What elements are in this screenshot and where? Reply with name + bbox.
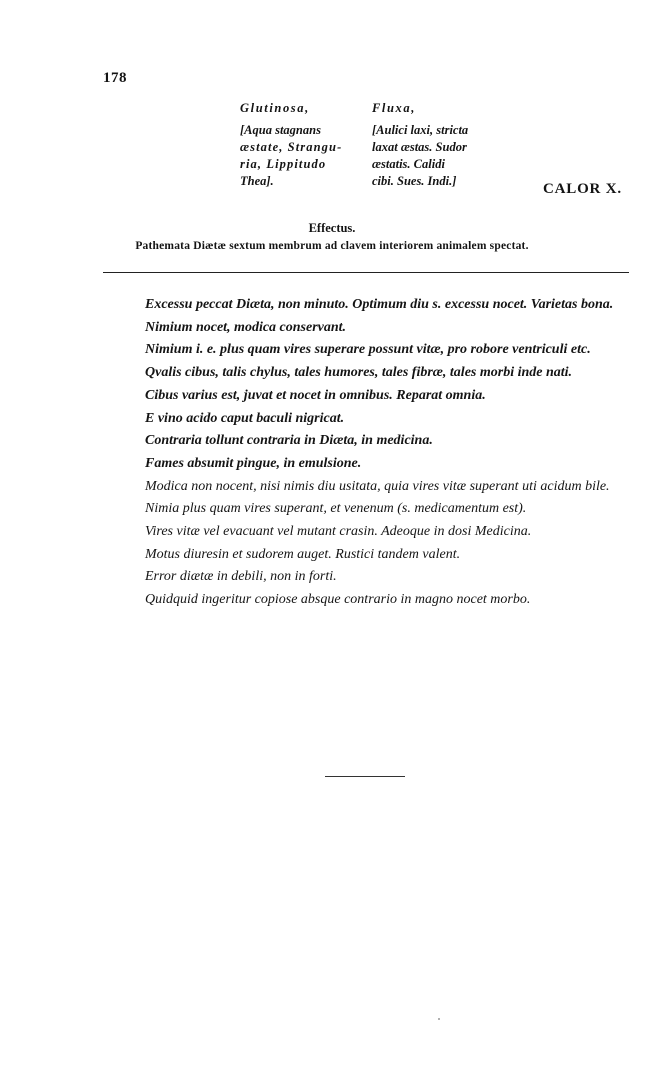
column-line: laxat æstas. Sudor: [372, 140, 467, 154]
maxim: Qvalis cibus, talis chylus, tales humores, tales fibræ, tales morbi inde nati.: [145, 365, 573, 381]
maxim: Nimium nocet, modica conservant.: [145, 319, 347, 335]
maxim: Vires vitæ vel evacuant vel mutant crasin. Adeoque in dosi Medicina.: [145, 524, 532, 540]
column-title: Fluxa,: [372, 101, 416, 115]
maxim: Fames absumit pingue, in emulsione.: [145, 455, 362, 471]
column-line: Thea].: [240, 174, 274, 188]
maxim: Excessu peccat Diæta, non minuto. Optimum diu s. excessu nocet. Varietas bona.: [145, 297, 614, 312]
page-speck: [438, 1018, 440, 1020]
column-line: æstate, Strangu-: [240, 140, 343, 154]
end-rule: [325, 776, 405, 777]
column-line: æstatis. Calidi: [372, 157, 445, 171]
maxim: E vino acido caput baculi nigricat.: [145, 410, 345, 426]
maxim: Cibus varius est, juvat et nocet in omnibus. Reparat omnia.: [145, 387, 486, 403]
column-fluxa: [372, 100, 507, 190]
maxim: Contraria tollunt contraria in Diæta, in medicina.: [145, 433, 433, 449]
column-title: Glutinosa,: [240, 101, 310, 115]
column-line: [Aqua stagnans: [240, 123, 321, 137]
maxim: Nimia plus quam vires superant, et venenum (s. medicamentum est).: [145, 501, 527, 517]
column-line: ria, Lippitudo: [240, 157, 327, 171]
maxim: Quidquid ingeritur copiose absque contrario in magno nocet morbo.: [145, 592, 531, 608]
section-subtitle: Pathemata Diætæ sextum membrum ad clavem interiorem animalem spectat.: [135, 240, 529, 252]
maxim: Motus diuresin et sudorem auget. Rustici tandem valent.: [145, 546, 461, 562]
maxim: Error diætæ in debili, non in forti.: [145, 569, 337, 585]
page-number: 178: [103, 70, 127, 86]
maxim: Modica non nocent, nisi nimis diu usitata, quia vires vitæ superant uti acidum bile.: [145, 478, 610, 494]
maxim: Nimium i. e. plus quam vires superare possunt vitæ, pro robore ventriculi etc.: [145, 342, 591, 358]
divider-rule: [103, 272, 629, 273]
column-glutinosa: [240, 100, 360, 190]
section-heading: Effectus.: [308, 221, 356, 235]
section-label: CALOR X.: [543, 181, 622, 197]
column-line: [Aulici laxi, stricta: [372, 123, 469, 137]
column-line: cibi. Sues. Indi.]: [372, 174, 457, 188]
maxims-list: [103, 294, 629, 612]
